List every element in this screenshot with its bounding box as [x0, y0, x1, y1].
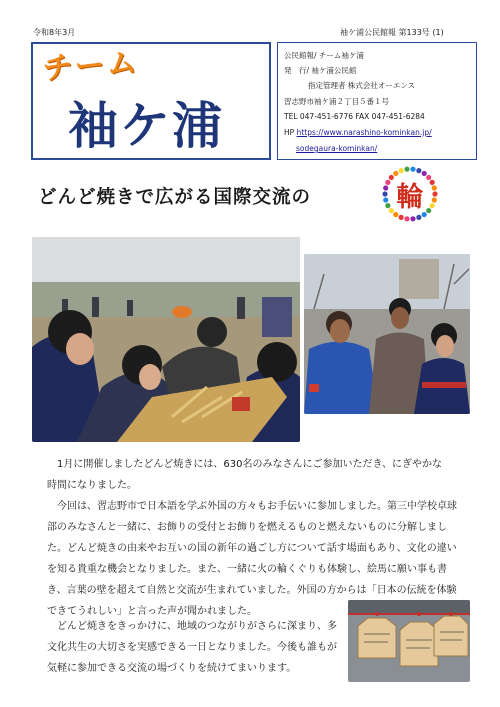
publisher-info — [277, 42, 477, 160]
ring-emblem — [380, 164, 440, 224]
masthead-team-label: チーム — [41, 45, 140, 87]
info-address: 習志野市袖ケ浦２丁目５番１号 — [284, 97, 389, 106]
info-phone: TEL 047-451-6776 FAX 047-451-6284 — [284, 112, 425, 121]
article-paragraph-2: 今回は、習志野市で日本語を学ぶ外国の方々もお手伝いに参加しました。第三中学校卓球部のみなさんと一緒に、お飾りの受付とお飾りを燃えるものと燃えないものに分解しました。どんど焼きの由来やお互いの国の新年の過ごし方について話す場面もあり、文化の違いを知る貴重な機会となりました。また、一緒に火の輪くぐりも体験し、絵馬に願い事も書き、言葉の壁を超えて自然と交流が生まれていました。外国の方からは「日本の伝統を体験できてうれしい」と言った声が聞かれました。 — [47, 501, 457, 617]
hp-link[interactable]: https://www.narashino-kominkan.jp/ — [296, 128, 432, 137]
event-photo-main — [32, 237, 300, 442]
hp-label: HP — [284, 128, 295, 137]
info-manager: 指定管理者 株式会社オーエンス — [308, 81, 416, 90]
masthead — [31, 42, 271, 160]
ring-character: 輪 — [396, 181, 424, 213]
issue-date: 令和8年3月 — [33, 28, 76, 37]
ema-plaques-photo — [348, 600, 470, 682]
issue-number: 袖ケ浦公民館報 第133号 (1) — [340, 28, 444, 37]
article-paragraph-3: どんど焼きをきっかけに、地域のつながりがさらに深まり、多文化共生の大切さを実感できる一日となりました。今後も誰もが気軽に参加できる交流の場づくりを続けてまいります。 — [47, 621, 337, 674]
info-homepage — [284, 128, 432, 137]
info-publication: 公民館報/ チーム袖ケ浦 — [284, 51, 364, 60]
article-headline: どんど焼きで広がる国際交流の — [38, 187, 312, 208]
hp-link-continued: sodegaura-kominkan/ — [296, 144, 378, 153]
info-publisher: 発 行/ 袖ケ浦公民館 — [284, 66, 357, 75]
masthead-title: 袖ケ浦 — [68, 97, 224, 155]
event-photo-group — [304, 254, 470, 414]
article-paragraph-1: 1月に開催しましたどんど焼きには、630名のみなさんにご参加いただき、にぎやかな時間になりました。 — [47, 459, 443, 491]
